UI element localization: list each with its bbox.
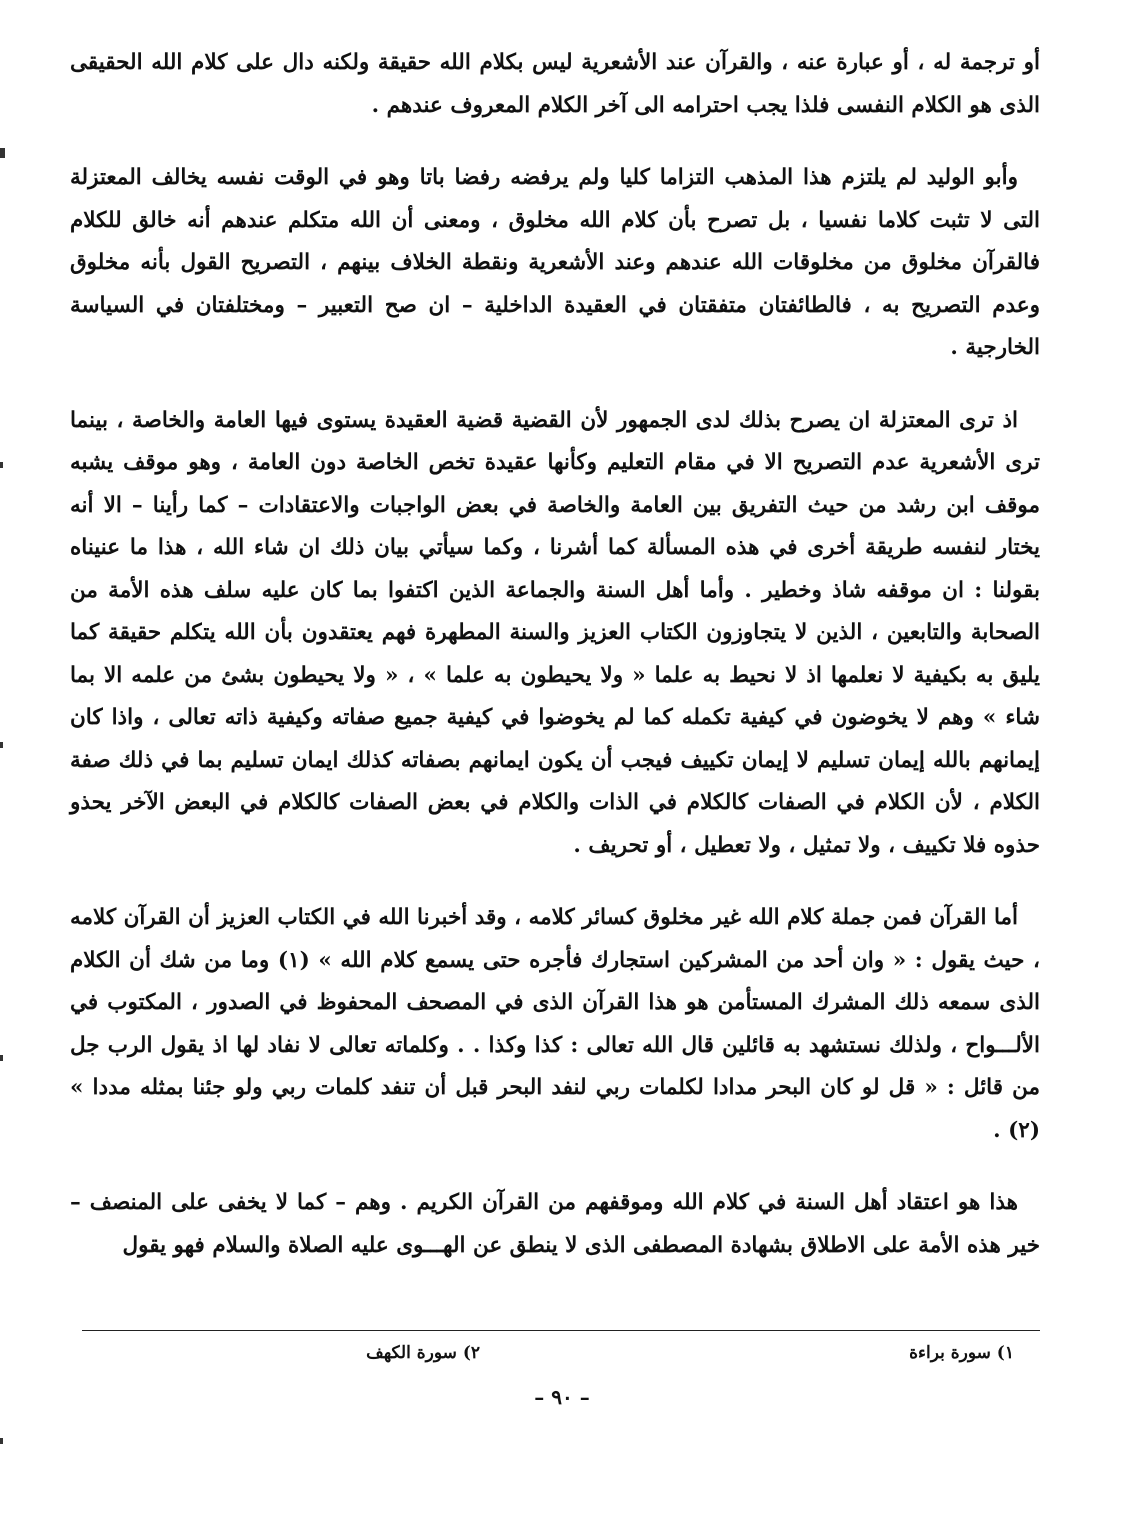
margin-mark [0,462,3,468]
paragraph: هذا هو اعتقاد أهل السنة في كلام الله وموقفهم من القرآن الكريم . وهم – كما لا يخفى على المنصف – خير هذه الأمة على الاطلاق بشهادة المصطفى الذى لا ينطق عن الهـــوى عليه الصلاة والسلام فهو يقول [70,1190,1040,1258]
footnote-divider [82,1330,1040,1331]
footnote-1: ١) سورة براءة [909,1343,1014,1363]
margin-mark [0,1438,3,1444]
margin-mark [0,742,3,748]
margin-mark [0,148,5,158]
paragraph: أو ترجمة له ، أو عبارة عنه ، والقرآن عند الأشعرية ليس بكلام الله حقيقة ولكنه دال على كلام الله الحقيقى الذى هو الكلام النفسى فلذا يجب احترامه الى آخر الكلام المعروف عندهم . [70,50,1040,118]
footnotes [82,1343,1040,1373]
page-body [70,42,1040,1297]
margin-mark [0,1055,3,1061]
paragraph: اذ ترى المعتزلة ان يصرح بذلك لدى الجمهور لأن القضية قضية العقيدة يستوى فيها العامة والخاصة ، بينما ترى الأشعرية عدم التصريح الا في مقام التعليم وكأنها عقيدة تخص الخاصة دون العامة ، وهو موقف يشبه موقف ابن رشد من حيث التفريق بين العامة والخاصة في بعض الواجبات والاعتقادات – كما رأينا – الا أنه يختار لنفسه طريقة أخرى في هذه المسألة كما أشرنا ، وكما سيأتي بيان ذلك ان شاء الله ، هذا ما عنيناه بقولنا : ان موقفه شاذ وخطير . وأما أهل السنة والجماعة الذين اكتفوا بما كان عليه سلف هذه الأمة من الصحابة والتابعين ، الذين لا يتجاوزون الكتاب العزيز والسنة المطهرة فهم يعتقدون بأن الله يتكلم حقيقة كما يليق به بكيفية لا نعلمها اذ لا نحيط به علما « ولا يحيطون به علما » ، « ولا يحيطون بشئ من علمه الا بما شاء » وهم لا يخوضون في كيفية تكمله كما لم يخوضوا في كيفية جميع صفاته وكيفية ذاته تعالى ، واذا كان إيمانهم بالله إيمان تسليم لا إيمان تكييف فيجب أن يكون ايمانهم بصفاته كذلك ايمان تسليم بما في ذلك صفة الكلام ، لأن الكلام في الصفات كالكلام في الذات والكلام في بعض الصفات كالكلام في البعض الآخر يحذو حذوه فلا تكييف ، ولا تمثيل ، ولا تعطيل ، أو تحريف . [70,407,1040,858]
paragraph: أما القرآن فمن جملة كلام الله غير مخلوق كسائر كلامه ، وقد أخبرنا الله في الكتاب العزيز أن القرآن كلامه ، حيث يقول : « وان أحد من المشركين استجارك فأجره حتى يسمع كلام الله » (١) وما من شك أن الكلام الذى سمعه ذلك المشرك المستأمن هو هذا القرآن الذى في المصحف المحفوظ في الصدور ، المكتوب في الألـــواح ، ولذلك نستشهد به قائلين قال الله تعالى : كذا وكذا . . وكلماته تعالى لا نفاد لها اذ يقول الرب جل من قائل : « قل لو كان البحر مدادا لكلمات ربي لنفد البحر قبل أن تنفد كلمات ربي ولو جئنا بمثله مددا » (٢) . [70,905,1040,1143]
page-number: – ٩٠ – [534,1385,590,1409]
footnote-2: ٢) سورة الكهف [366,1343,480,1363]
paragraph: وأبو الوليد لم يلتزم هذا المذهب التزاما كليا ولم يرفضه رفضا باتا وهو في الوقت نفسه يخالف المعتزلة التى لا تثبت كلاما نفسيا ، بل تصرح بأن كلام الله مخلوق ، ومعنى أن الله متكلم عندهم أنه خالق للكلام فالقرآن مخلوق من مخلوقات الله عندهم وعند الأشعرية ونقطة الخلاف بينهم ، التصريح القول بأنه مخلوق وعدم التصريح به ، فالطائفتان متفقتان في العقيدة الداخلية – ان صح التعبير – ومختلفتان في السياسة الخارجية . [70,165,1040,360]
